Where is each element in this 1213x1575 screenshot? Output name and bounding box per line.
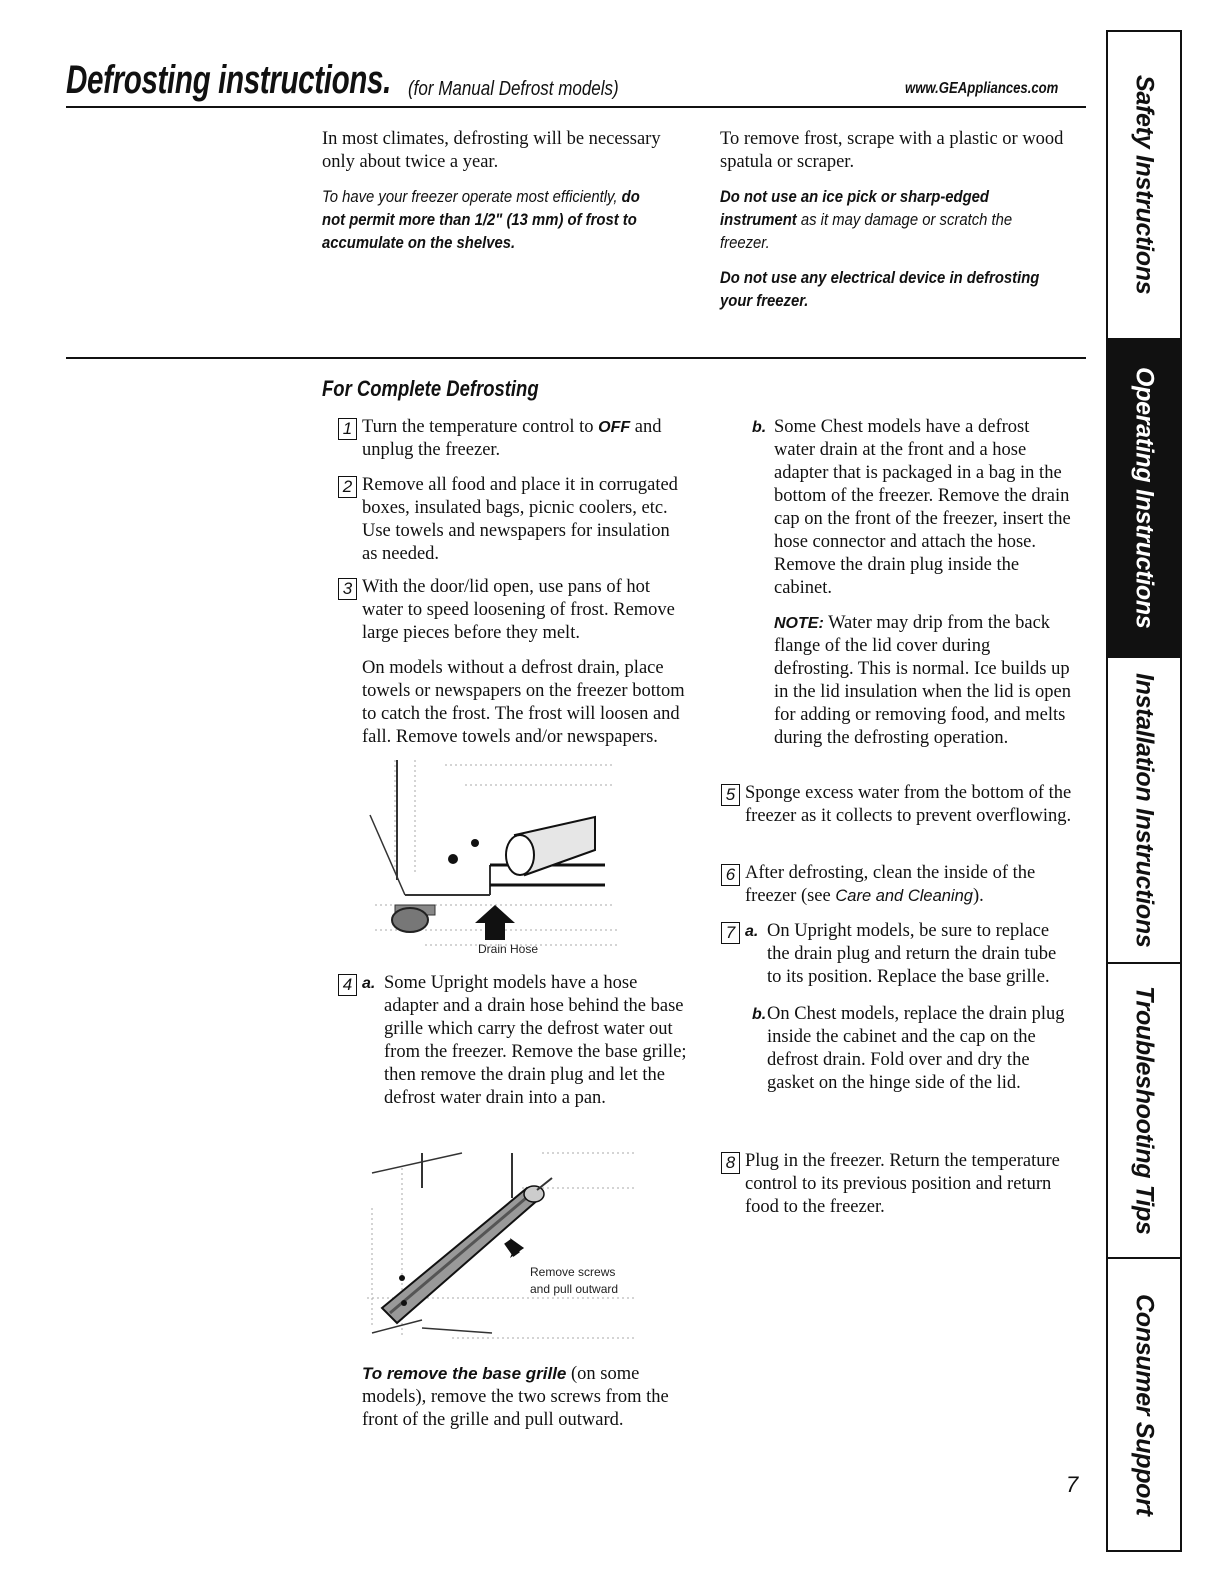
tab-consumer-support[interactable]: Consumer Support — [1130, 1293, 1159, 1516]
step-number: 3 — [338, 578, 357, 600]
ice-pick-warning: Do not use an ice pick or sharp-edged instrument as it may damage or scratch the freezer. — [720, 188, 1013, 252]
page-subtitle: (for Manual Defrost models) — [408, 78, 619, 100]
care-and-cleaning-reference: Care and Cleaning — [835, 887, 973, 905]
website-link[interactable]: www.GEAppliances.com — [905, 80, 1059, 97]
base-grille-caption: To remove the base grille (on some models), remove the two screws from the front of the grille and pull outward. — [362, 1364, 669, 1430]
page-title-block — [66, 58, 619, 103]
step-3-note: On models without a defrost drain, place towels or newspapers on the freezer bottom to catch the frost. The frost will loosen and fall. Remove towels and/or newspapers. — [362, 658, 685, 747]
header-rule — [66, 106, 1086, 108]
intro-efficiency-warning: To have your freezer operate most efficiently, do not permit more than 1/2" (13 mm) of frost to accumulate on the shelves. — [322, 188, 640, 252]
step-5: 5 Sponge excess water from the bottom of the freezer as it collects to prevent overflowing. — [745, 782, 1075, 828]
defrost-note: NOTE: Water may drip from the back flange of the lid cover during defrosting. This is normal. Ice builds up in the lid insulation when the lid is open for adding or removing food, and melts during the defrosting operation. — [774, 613, 1071, 748]
tab-troubleshooting-tips[interactable]: Troubleshooting Tips — [1108, 964, 1180, 1259]
section-tabs — [1106, 30, 1182, 1552]
step-4a: 4 a. Some Upright models have a hose adapter and a drain hose behind the base grille which carry the defrost water out from the freezer. Remove the base grille; then remove the drain plug and let the defrost water drain into a pan. — [362, 972, 692, 1110]
tab-safety-instructions[interactable]: Safety Instructions — [1108, 32, 1180, 340]
step-number: 7 — [721, 922, 740, 944]
step-3: 3 With the door/lid open, use pans of hot water to speed loosening of frost. Remove large pieces before they melt. On models without a defrost drain, place towels or newspapers on the freezer bottom to catch the frost. The frost will loosen and fall. Remove towels and/or newspapers. — [362, 576, 692, 749]
electrical-device-warning: Do not use any electrical device in defrosting your freezer. — [720, 269, 1040, 310]
remove-screws-label: Remove screws — [530, 1265, 616, 1279]
step-number: 2 — [338, 476, 357, 498]
drain-hose-illustration — [365, 755, 630, 960]
tab-installation-instructions[interactable]: Installation Instructions — [1108, 658, 1180, 964]
page-number: 7 — [1066, 1472, 1079, 1497]
step-number: 1 — [338, 418, 357, 440]
step-7b: b. On Chest models, replace the drain plug inside the cabinet and the cap on the defrost drain. Fold over and dry the gasket on the hinge side of the lid. — [752, 1004, 1065, 1093]
intro-right — [720, 128, 1075, 313]
step-number: 8 — [721, 1152, 740, 1174]
intro-left — [322, 128, 682, 255]
step-number: 4 — [338, 974, 357, 996]
step-6: 6 After defrosting, clean the inside of the freezer (see Care and Cleaning). — [745, 862, 1075, 908]
intro-paragraph: To remove frost, scrape with a plastic or wood spatula or scraper. — [720, 129, 1064, 172]
step-1: 1 Turn the temperature control to OFF and unplug the freezer. — [362, 416, 682, 462]
step-8: 8 Plug in the freezer. Return the temperature control to its previous position and return food to the freezer. — [745, 1150, 1075, 1219]
base-grille-illustration — [362, 1148, 642, 1348]
step-7: 7 a. On Upright models, be sure to replace the drain plug and return the drain tube to its position. Replace the base grille. b. On Chest models, replace the drain plug inside the cabinet and the cap on the defrost drain. Fold over and dry the gasket on the hinge side of the lid. — [745, 920, 1075, 1095]
intro-paragraph: In most climates, defrosting will be necessary only about twice a year. — [322, 129, 661, 172]
step-4b: b. Some Chest models have a defrost water drain at the front and a hose adapter that is packaged in a bag in the bottom of the freezer. Remove the drain cap on the front of the freezer, insert the hose connector and attach the hose. Remove the drain plug inside the cabinet. NOTE: Water may drip from the back flange of the lid cover during defrosting. This is normal. Ice builds up in the lid insulation when the lid is open for adding or removing food, and melts during the defrosting operation. — [752, 417, 1071, 748]
step-number: 5 — [721, 784, 740, 806]
page-title: Defrosting instructions. — [66, 58, 391, 102]
section-title: For Complete Defrosting — [322, 376, 539, 401]
step-2: 2 Remove all food and place it in corrugated boxes, insulated bags, picnic coolers, etc. Use towels and newspapers for insulation as needed. — [362, 474, 682, 566]
pull-outward-label: and pull outward — [530, 1282, 619, 1296]
step-number: 6 — [721, 864, 740, 886]
tab-operating-instructions[interactable]: Operating Instructions — [1108, 340, 1180, 658]
drain-hose-label: Drain Hose — [478, 942, 539, 956]
section-rule — [66, 357, 1086, 359]
